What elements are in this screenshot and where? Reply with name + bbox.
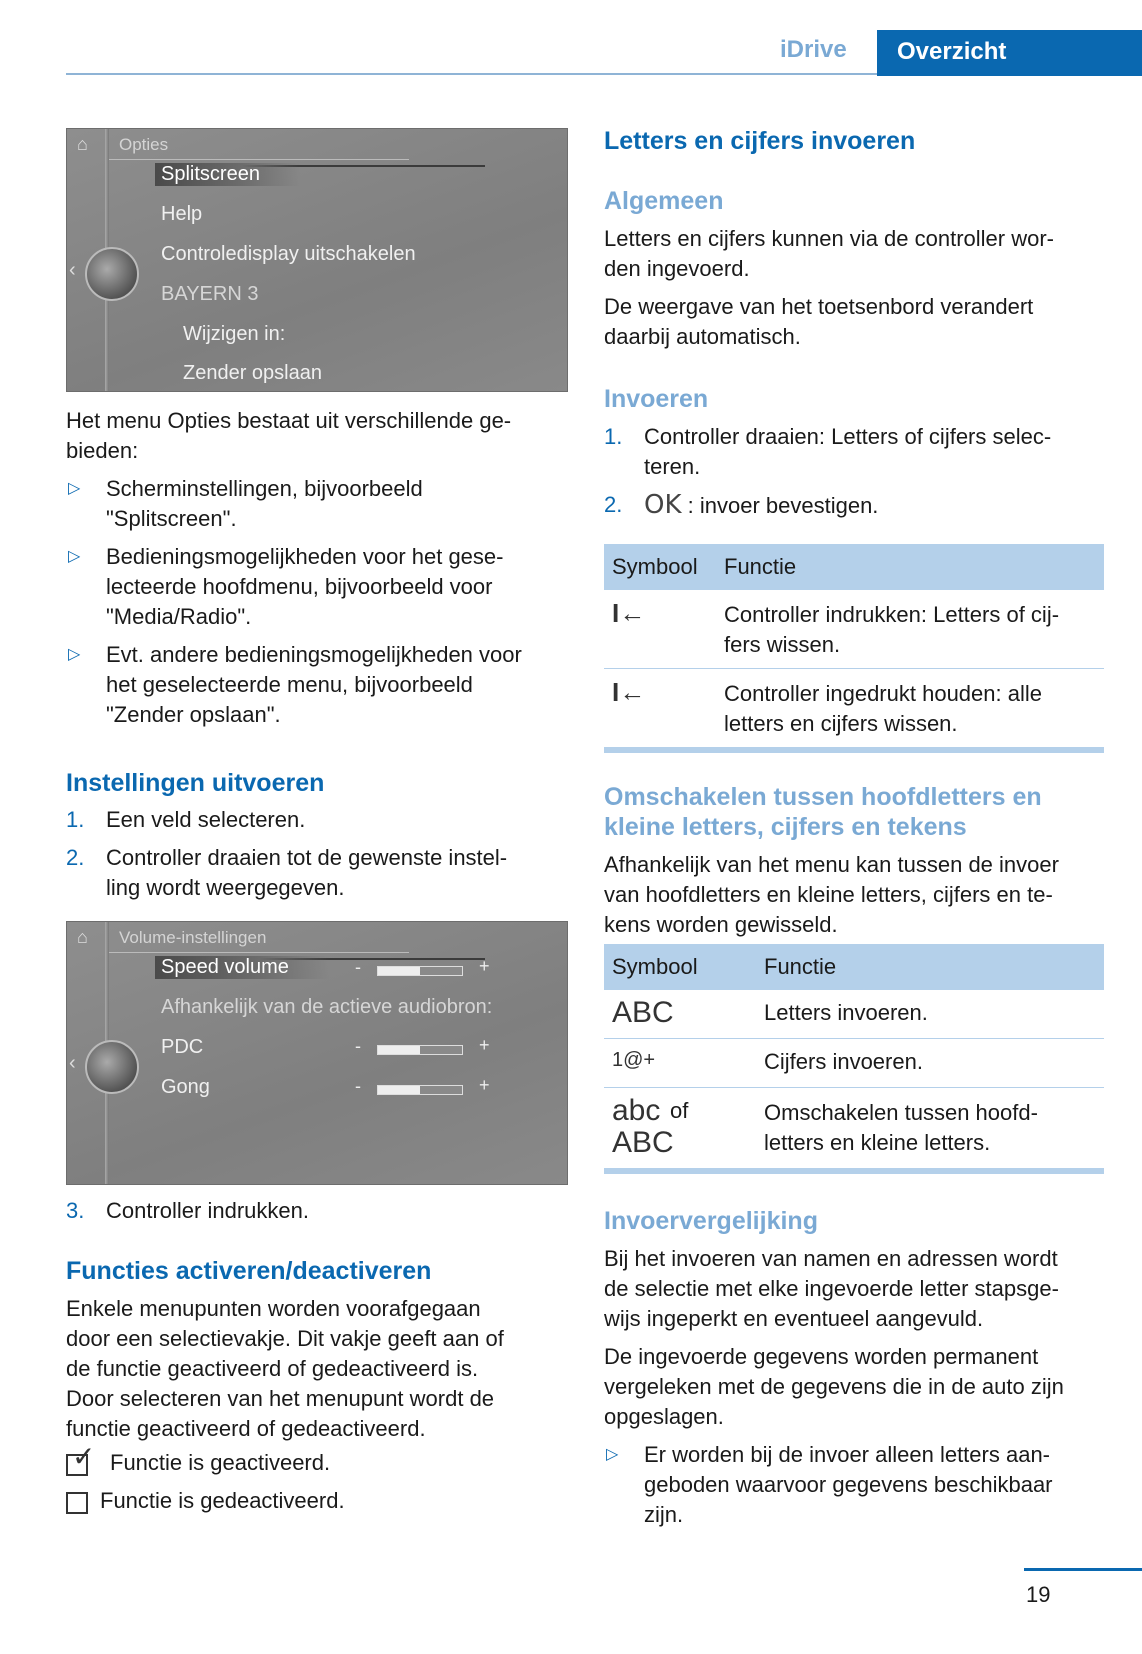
paragraph-line: daarbij automatisch. xyxy=(604,324,801,349)
bullet-line: zijn. xyxy=(644,1502,684,1527)
step-item xyxy=(66,805,566,835)
abc-uppercase-icon: ABC xyxy=(612,996,674,1029)
slider-fill xyxy=(378,967,420,975)
step-line: Controller draaien: Letters of cijfers selec- xyxy=(644,424,1052,449)
paragraph-line: De weergave van het toetsenbord verandert xyxy=(604,294,1034,319)
heading-settings: Instellingen uitvoeren xyxy=(66,769,325,797)
bullet-line: Er worden bij de invoer alleen letters aan- xyxy=(644,1442,1051,1467)
bullet-item xyxy=(66,474,566,534)
menu-item-station: BAYERN 3 xyxy=(161,283,259,305)
heading-input-compare: Invoervergelijking xyxy=(604,1207,818,1235)
speed-volume-slider xyxy=(355,956,495,980)
unchecked-legend xyxy=(66,1486,566,1518)
bullet-line: Scherminstellingen, bijvoorbeeld xyxy=(106,476,423,501)
intro-line: bieden: xyxy=(66,438,139,463)
or-label: of xyxy=(670,1098,689,1123)
settings-step-3 xyxy=(66,1196,566,1226)
paragraph-line: kens worden gewisseld. xyxy=(604,912,838,937)
paragraph-line: door een selectievakje. Dit vakje geeft aan of xyxy=(66,1326,504,1351)
general-paragraph-2 xyxy=(604,292,1104,352)
settings-steps xyxy=(66,805,566,903)
step-item xyxy=(66,1196,566,1226)
menu-item-display-off: Controledisplay uitschakelen xyxy=(161,243,416,265)
step-item xyxy=(604,422,1104,482)
bullet-line: Bedieningsmogelijkheden voor het gese- xyxy=(106,544,504,569)
bullet-item xyxy=(66,640,566,730)
heading-input: Invoeren xyxy=(604,385,709,413)
function-cell: Letters invoeren. xyxy=(764,1000,928,1025)
bullet-triangle-icon: ▷ xyxy=(68,646,81,663)
step-number: 2. xyxy=(604,492,623,517)
chevron-left-icon: ‹ xyxy=(69,1052,76,1074)
title-underline xyxy=(109,159,409,160)
step-number: 1. xyxy=(604,424,623,449)
step-number: 3. xyxy=(66,1198,85,1223)
function-cell: Controller indrukken: Letters of cij- fers wissen. xyxy=(724,602,1060,657)
checked-legend xyxy=(66,1441,566,1480)
slider-fill xyxy=(378,1086,420,1094)
paragraph-line: Door selecteren van het menupunt wordt de xyxy=(66,1386,495,1411)
table-header xyxy=(604,544,1104,590)
title-underline xyxy=(109,952,409,953)
options-intro xyxy=(66,406,566,466)
general-paragraph-1 xyxy=(604,224,1104,284)
checkmark-icon: ✓ xyxy=(72,1441,96,1472)
bullet-item xyxy=(604,1440,1104,1530)
header-rule xyxy=(66,73,877,75)
compare-paragraph-2 xyxy=(604,1342,1104,1432)
setting-speed-volume: Speed volume xyxy=(155,956,329,979)
screen-title: Volume-instellingen xyxy=(119,928,267,947)
home-icon: ⌂ xyxy=(77,927,88,947)
table-row xyxy=(604,1039,1104,1088)
table-end-rule xyxy=(604,747,1104,753)
minus-label: - xyxy=(355,1076,361,1096)
chevron-left-icon: ‹ xyxy=(69,259,76,281)
step-line: ling wordt weergegeven. xyxy=(106,875,345,900)
bullet-line: het geselecteerde menu, bijvoorbeeld xyxy=(106,672,473,697)
heading-line: kleine letters, cijfers en tekens xyxy=(604,813,967,841)
function-cell: Cijfers invoeren. xyxy=(764,1049,923,1074)
table-row xyxy=(604,590,1104,669)
paragraph-line: opgeslagen. xyxy=(604,1404,724,1429)
step-number: 1. xyxy=(66,807,85,832)
menu-item-splitscreen: Splitscreen xyxy=(155,163,300,186)
table-row xyxy=(604,669,1104,747)
bullet-triangle-icon: ▷ xyxy=(606,1446,619,1463)
unchecked-label: Functie is gedeactiveerd. xyxy=(100,1488,345,1513)
gong-slider xyxy=(355,1075,495,1099)
header-section-label: iDrive xyxy=(780,36,847,63)
heading-line: Omschakelen tussen hoofdletters en xyxy=(604,783,1042,811)
bullet-line: geboden waarvoor gegevens beschikbaar xyxy=(644,1472,1053,1497)
heading-switch-case xyxy=(604,782,1104,842)
slider-track xyxy=(377,966,463,976)
compare-bullet xyxy=(604,1440,1104,1530)
backspace-icon: I← xyxy=(612,598,646,628)
step-line: : invoer bevestigen. xyxy=(687,493,879,518)
table-row xyxy=(604,1088,1104,1168)
bullet-line: Evt. andere bedieningsmogelijkheden voor xyxy=(106,642,522,667)
column-header: Functie xyxy=(724,554,797,579)
bullet-triangle-icon: ▷ xyxy=(68,548,81,565)
menu-item-help: Help xyxy=(161,203,203,225)
options-bullet-list xyxy=(66,474,566,730)
plus-label: + xyxy=(479,956,490,976)
abc-uppercase-icon: ABC xyxy=(612,1126,674,1159)
idrive-screenshot-options xyxy=(66,128,568,392)
paragraph-line: Afhankelijk van het menu kan tussen de invoer xyxy=(604,852,1059,877)
paragraph-line: den ingevoerd. xyxy=(604,256,750,281)
checkbox-unchecked-icon xyxy=(66,1492,88,1514)
intro-line: Het menu Opties bestaat uit verschillende ge- xyxy=(66,408,512,433)
ok-symbol-icon: OK xyxy=(644,490,682,520)
controller-knob-icon xyxy=(85,247,139,301)
step-item xyxy=(604,490,1104,521)
setting-pdc: PDC xyxy=(161,1036,204,1058)
bullet-line: "Zender opslaan". xyxy=(106,702,281,727)
compare-paragraph-1 xyxy=(604,1244,1104,1334)
table-header xyxy=(604,944,1104,990)
controller-knob-icon xyxy=(85,1040,139,1094)
paragraph-line: de functie geactiveerd of gedeactiveerd is. xyxy=(66,1356,479,1381)
backspace-icon: I← xyxy=(612,677,646,707)
step-line: Een veld selecteren. xyxy=(106,807,306,832)
page-number: 19 xyxy=(1026,1582,1051,1607)
menu-item-change-to: Wijzigen in: xyxy=(183,323,286,345)
paragraph-line: wijs ingeperkt en eventueel aangevuld. xyxy=(604,1306,984,1331)
column-header: Symbool xyxy=(612,554,698,579)
home-icon: ⌂ xyxy=(77,134,88,154)
bullet-line: "Splitscreen". xyxy=(106,506,237,531)
input-steps xyxy=(604,422,1104,521)
paragraph-line: Bij het invoeren van namen en adressen wordt xyxy=(604,1246,1058,1271)
function-cell: Controller ingedrukt houden: alle letters en cijfers wissen. xyxy=(724,681,1042,736)
step-line: Controller draaien tot de gewenste instel- xyxy=(106,845,508,870)
bullet-triangle-icon: ▷ xyxy=(68,480,81,497)
screen-title: Opties xyxy=(119,135,169,154)
input-mode-table xyxy=(604,944,1104,1174)
plus-label: + xyxy=(479,1035,490,1055)
footer-rule xyxy=(1024,1568,1142,1571)
paragraph-line: vergeleken met de gegevens die in de auto zijn xyxy=(604,1374,1064,1399)
bullet-line: lecteerde hoofdmenu, bijvoorbeeld voor xyxy=(106,574,493,599)
paragraph-line: Enkele menupunten worden voorafgegaan xyxy=(66,1296,481,1321)
step-item xyxy=(66,843,566,903)
header-chapter-tab: Overzicht xyxy=(877,30,1142,76)
idrive-screenshot-volume xyxy=(66,921,568,1185)
table-row xyxy=(604,990,1104,1039)
minus-label: - xyxy=(355,957,361,977)
paragraph-line: de selectie met elke ingevoerde letter stapsge- xyxy=(604,1276,1059,1301)
step-number: 2. xyxy=(66,845,85,870)
column-header: Functie xyxy=(764,954,837,979)
heading-letters-digits: Letters en cijfers invoeren xyxy=(604,127,916,155)
paragraph-line: functie geactiveerd of gedeactiveerd. xyxy=(66,1416,426,1441)
pdc-slider xyxy=(355,1035,495,1059)
audio-source-label: Afhankelijk van de actieve audiobron: xyxy=(161,996,493,1018)
slider-track xyxy=(377,1045,463,1055)
bullet-item xyxy=(66,542,566,632)
bullet-line: "Media/Radio". xyxy=(106,604,252,629)
heading-functions: Functies activeren/deactiveren xyxy=(66,1257,432,1285)
slider-track xyxy=(377,1085,463,1095)
function-cell: Omschakelen tussen hoofd- letters en kleine letters. xyxy=(764,1100,1038,1155)
heading-general: Algemeen xyxy=(604,187,724,215)
checked-label: Functie is geactiveerd. xyxy=(110,1450,331,1475)
functions-paragraph xyxy=(66,1294,566,1444)
plus-label: + xyxy=(479,1075,490,1095)
menu-item-save-station: Zender opslaan xyxy=(183,362,322,384)
paragraph-line: van hoofdletters en kleine letters, cijfers en te- xyxy=(604,882,1053,907)
step-line: Controller indrukken. xyxy=(106,1198,309,1223)
paragraph-line: De ingevoerde gegevens worden permanent xyxy=(604,1344,1039,1369)
abc-lowercase-icon: abc xyxy=(612,1094,661,1127)
step-line: teren. xyxy=(644,454,701,479)
column-header: Symbool xyxy=(612,954,698,979)
table-end-rule xyxy=(604,1168,1104,1174)
paragraph-line: Letters en cijfers kunnen via de controller wor- xyxy=(604,226,1054,251)
slider-fill xyxy=(378,1046,420,1054)
digits-symbols-icon: 1@+ xyxy=(612,1049,656,1071)
switch-paragraph xyxy=(604,850,1104,940)
minus-label: - xyxy=(355,1036,361,1056)
delete-symbols-table xyxy=(604,544,1104,753)
setting-gong: Gong xyxy=(161,1076,210,1098)
